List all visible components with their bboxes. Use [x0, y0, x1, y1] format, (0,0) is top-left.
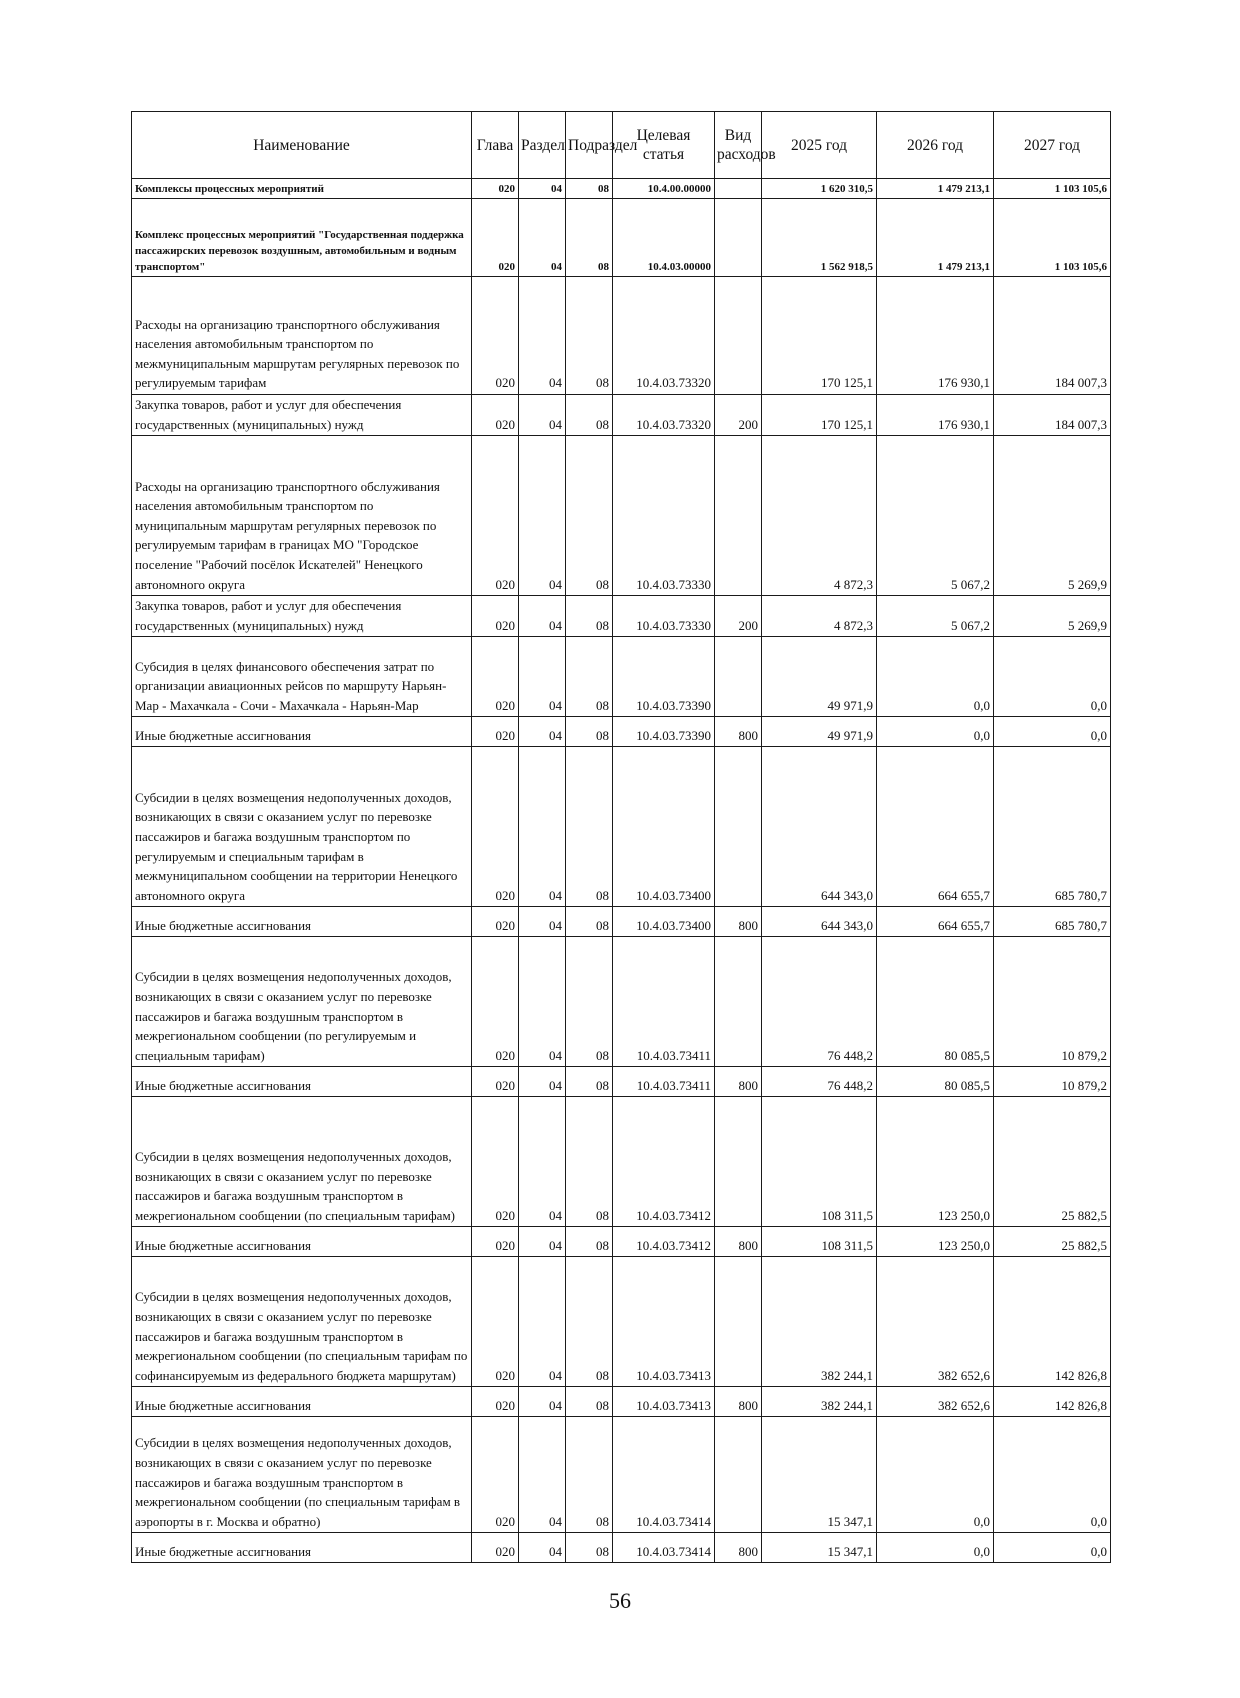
- row-expense-type: [715, 277, 762, 395]
- row-value-2027: 142 826,8: [994, 1387, 1111, 1417]
- row-podrazdel: 08: [566, 395, 613, 436]
- row-value-2027: 1 103 105,6: [994, 199, 1111, 277]
- row-glava: 020: [472, 1533, 519, 1563]
- row-podrazdel: 08: [566, 1097, 613, 1227]
- row-value-2026: 176 930,1: [877, 395, 994, 436]
- row-target-article: 10.4.03.73390: [613, 717, 715, 747]
- row-value-2027: 184 007,3: [994, 395, 1111, 436]
- row-podrazdel: 08: [566, 436, 613, 596]
- row-expense-type: 800: [715, 907, 762, 937]
- row-glava: 020: [472, 937, 519, 1067]
- row-podrazdel: 08: [566, 717, 613, 747]
- row-value-2025: 108 311,5: [762, 1227, 877, 1257]
- row-value-2025: 382 244,1: [762, 1387, 877, 1417]
- row-value-2026: 5 067,2: [877, 436, 994, 596]
- table-row: [132, 1097, 1111, 1227]
- row-value-2027: 0,0: [994, 1533, 1111, 1563]
- row-target-article: 10.4.03.73413: [613, 1387, 715, 1417]
- row-razdel: 04: [519, 436, 566, 596]
- row-value-2027: 142 826,8: [994, 1257, 1111, 1387]
- header-2027: 2027 год: [994, 112, 1111, 179]
- row-value-2026: 0,0: [877, 1417, 994, 1533]
- header-podrazdel: Подраздел: [566, 112, 613, 179]
- row-expense-type: [715, 1417, 762, 1533]
- row-value-2025: 49 971,9: [762, 637, 877, 717]
- row-target-article: 10.4.03.73413: [613, 1257, 715, 1387]
- row-razdel: 04: [519, 179, 566, 199]
- row-expense-type: 800: [715, 1533, 762, 1563]
- row-name: Субсидии в целях возмещения недополученных доходов, возникающих в связи с оказанием услуг по перевозке пассажиров и багажа воздушным транспортом в межрегиональном сообщении (по специальным тарифам в аэропорты в г. Москва и обратно): [132, 1417, 472, 1533]
- row-value-2025: 49 971,9: [762, 717, 877, 747]
- row-target-article: 10.4.00.00000: [613, 179, 715, 199]
- row-glava: 020: [472, 1067, 519, 1097]
- row-value-2026: 123 250,0: [877, 1097, 994, 1227]
- row-expense-type: 800: [715, 1227, 762, 1257]
- row-value-2026: 664 655,7: [877, 907, 994, 937]
- row-target-article: 10.4.03.73400: [613, 747, 715, 907]
- row-name: Иные бюджетные ассигнования: [132, 907, 472, 937]
- row-podrazdel: 08: [566, 747, 613, 907]
- table-row: [132, 596, 1111, 637]
- row-value-2025: 76 448,2: [762, 1067, 877, 1097]
- row-expense-type: [715, 179, 762, 199]
- header-target: Целевая статья: [613, 112, 715, 179]
- row-razdel: 04: [519, 747, 566, 907]
- row-razdel: 04: [519, 199, 566, 277]
- row-value-2025: 108 311,5: [762, 1097, 877, 1227]
- row-glava: 020: [472, 1257, 519, 1387]
- row-value-2027: 184 007,3: [994, 277, 1111, 395]
- row-value-2025: 4 872,3: [762, 436, 877, 596]
- row-razdel: 04: [519, 1387, 566, 1417]
- row-value-2026: 0,0: [877, 717, 994, 747]
- row-value-2026: 5 067,2: [877, 596, 994, 637]
- row-value-2027: 10 879,2: [994, 1067, 1111, 1097]
- row-razdel: 04: [519, 596, 566, 637]
- header-2026: 2026 год: [877, 112, 994, 179]
- row-name: Расходы на организацию транспортного обслуживания населения автомобильным транспортом по межмуниципальным маршрутам регулярных перевозок по регулируемым тарифам: [132, 277, 472, 395]
- header-2025: 2025 год: [762, 112, 877, 179]
- row-glava: 020: [472, 199, 519, 277]
- row-razdel: 04: [519, 907, 566, 937]
- row-glava: 020: [472, 1097, 519, 1227]
- row-value-2026: 80 085,5: [877, 1067, 994, 1097]
- row-target-article: 10.4.03.73330: [613, 596, 715, 637]
- row-value-2027: 1 103 105,6: [994, 179, 1111, 199]
- row-target-article: 10.4.03.00000: [613, 199, 715, 277]
- table-row: [132, 199, 1111, 277]
- row-expense-type: [715, 637, 762, 717]
- row-name: Иные бюджетные ассигнования: [132, 1387, 472, 1417]
- row-target-article: 10.4.03.73412: [613, 1097, 715, 1227]
- row-value-2027: 10 879,2: [994, 937, 1111, 1067]
- table-row: [132, 1533, 1111, 1563]
- row-razdel: 04: [519, 1533, 566, 1563]
- row-name: Закупка товаров, работ и услуг для обеспечения государственных (муниципальных) нужд: [132, 395, 472, 436]
- row-podrazdel: 08: [566, 1227, 613, 1257]
- row-glava: 020: [472, 717, 519, 747]
- row-podrazdel: 08: [566, 596, 613, 637]
- row-name: Закупка товаров, работ и услуг для обеспечения государственных (муниципальных) нужд: [132, 596, 472, 637]
- row-razdel: 04: [519, 1067, 566, 1097]
- row-glava: 020: [472, 1387, 519, 1417]
- row-podrazdel: 08: [566, 179, 613, 199]
- row-podrazdel: 08: [566, 907, 613, 937]
- page-number: 56: [609, 1588, 631, 1613]
- row-target-article: 10.4.03.73414: [613, 1533, 715, 1563]
- row-name: Субсидии в целях возмещения недополученных доходов, возникающих в связи с оказанием услуг по перевозке пассажиров и багажа воздушным транспортом в межрегиональном сообщении (по специальным тарифам по софинансируемым из федерального бюджета маршрутам): [132, 1257, 472, 1387]
- row-value-2027: 0,0: [994, 1417, 1111, 1533]
- row-glava: 020: [472, 395, 519, 436]
- row-name: Иные бюджетные ассигнования: [132, 717, 472, 747]
- row-podrazdel: 08: [566, 937, 613, 1067]
- row-target-article: 10.4.03.73330: [613, 436, 715, 596]
- header-razdel: Раздел: [519, 112, 566, 179]
- table-row: [132, 1067, 1111, 1097]
- row-value-2026: 123 250,0: [877, 1227, 994, 1257]
- row-name: Иные бюджетные ассигнования: [132, 1067, 472, 1097]
- row-expense-type: [715, 1257, 762, 1387]
- row-target-article: 10.4.03.73411: [613, 937, 715, 1067]
- row-value-2026: 0,0: [877, 637, 994, 717]
- row-value-2025: 1 620 310,5: [762, 179, 877, 199]
- table-row: [132, 395, 1111, 436]
- row-name: Субсидия в целях финансового обеспечения затрат по организации авиационных рейсов по маршруту Нарьян-Мар - Махачкала - Сочи - Махачкала - Нарьян-Мар: [132, 637, 472, 717]
- row-target-article: 10.4.03.73414: [613, 1417, 715, 1533]
- table-row: [132, 907, 1111, 937]
- row-razdel: 04: [519, 1417, 566, 1533]
- table-row: [132, 179, 1111, 199]
- row-expense-type: [715, 937, 762, 1067]
- row-value-2025: 4 872,3: [762, 596, 877, 637]
- row-value-2026: 0,0: [877, 1533, 994, 1563]
- row-expense-type: 200: [715, 596, 762, 637]
- table-row: [132, 937, 1111, 1067]
- row-name: Комплексы процессных мероприятий: [132, 179, 472, 199]
- row-value-2026: 382 652,6: [877, 1387, 994, 1417]
- row-glava: 020: [472, 747, 519, 907]
- row-target-article: 10.4.03.73412: [613, 1227, 715, 1257]
- table-row: [132, 1417, 1111, 1533]
- row-razdel: 04: [519, 637, 566, 717]
- row-target-article: 10.4.03.73320: [613, 395, 715, 436]
- row-razdel: 04: [519, 1227, 566, 1257]
- row-glava: 020: [472, 436, 519, 596]
- row-podrazdel: 08: [566, 1417, 613, 1533]
- table-row: [132, 637, 1111, 717]
- row-value-2025: 1 562 918,5: [762, 199, 877, 277]
- row-value-2027: 685 780,7: [994, 747, 1111, 907]
- row-value-2027: 25 882,5: [994, 1227, 1111, 1257]
- row-podrazdel: 08: [566, 1533, 613, 1563]
- row-value-2026: 80 085,5: [877, 937, 994, 1067]
- row-glava: 020: [472, 179, 519, 199]
- row-glava: 020: [472, 637, 519, 717]
- table-row: [132, 436, 1111, 596]
- row-razdel: 04: [519, 717, 566, 747]
- row-razdel: 04: [519, 1257, 566, 1387]
- row-podrazdel: 08: [566, 199, 613, 277]
- row-glava: 020: [472, 1417, 519, 1533]
- table-row: [132, 1227, 1111, 1257]
- row-value-2026: 382 652,6: [877, 1257, 994, 1387]
- row-expense-type: [715, 1097, 762, 1227]
- row-expense-type: 800: [715, 1067, 762, 1097]
- row-podrazdel: 08: [566, 1067, 613, 1097]
- row-expense-type: 200: [715, 395, 762, 436]
- row-glava: 020: [472, 907, 519, 937]
- row-value-2026: 1 479 213,1: [877, 179, 994, 199]
- row-name: Субсидии в целях возмещения недополученных доходов, возникающих в связи с оказанием услуг по перевозке пассажиров и багажа воздушным транспортом в межрегиональном сообщении (по регулируемым и специальным тарифам): [132, 937, 472, 1067]
- row-razdel: 04: [519, 395, 566, 436]
- row-target-article: 10.4.03.73390: [613, 637, 715, 717]
- row-value-2026: 176 930,1: [877, 277, 994, 395]
- row-target-article: 10.4.03.73320: [613, 277, 715, 395]
- table-row: [132, 1257, 1111, 1387]
- row-expense-type: [715, 199, 762, 277]
- table-row: [132, 1387, 1111, 1417]
- row-value-2027: 5 269,9: [994, 596, 1111, 637]
- row-value-2027: 25 882,5: [994, 1097, 1111, 1227]
- row-value-2027: 5 269,9: [994, 436, 1111, 596]
- header-glava: Глава: [472, 112, 519, 179]
- table-row: [132, 717, 1111, 747]
- row-glava: 020: [472, 1227, 519, 1257]
- row-expense-type: 800: [715, 1387, 762, 1417]
- row-value-2025: 382 244,1: [762, 1257, 877, 1387]
- table-row: [132, 277, 1111, 395]
- budget-table: [131, 111, 1111, 1563]
- row-name: Субсидии в целях возмещения недополученных доходов, возникающих в связи с оказанием услуг по перевозке пассажиров и багажа воздушным транспортом по регулируемым и специальным тарифам в межмуниципальном сообщении на территории Ненецкого автономного округа: [132, 747, 472, 907]
- row-podrazdel: 08: [566, 637, 613, 717]
- row-value-2025: 15 347,1: [762, 1417, 877, 1533]
- row-glava: 020: [472, 277, 519, 395]
- row-value-2025: 170 125,1: [762, 277, 877, 395]
- row-podrazdel: 08: [566, 1257, 613, 1387]
- row-name: Комплекс процессных мероприятий "Государственная поддержка пассажирских перевозок воздушным, автомобильным и водным транспортом": [132, 199, 472, 277]
- row-name: Иные бюджетные ассигнования: [132, 1533, 472, 1563]
- row-value-2025: 644 343,0: [762, 747, 877, 907]
- row-target-article: 10.4.03.73411: [613, 1067, 715, 1097]
- row-name: Иные бюджетные ассигнования: [132, 1227, 472, 1257]
- header-vid: Вид расходов: [715, 112, 762, 179]
- row-value-2026: 664 655,7: [877, 747, 994, 907]
- row-value-2027: 685 780,7: [994, 907, 1111, 937]
- row-razdel: 04: [519, 277, 566, 395]
- row-glava: 020: [472, 596, 519, 637]
- row-value-2026: 1 479 213,1: [877, 199, 994, 277]
- header-name: Наименование: [132, 112, 472, 179]
- row-razdel: 04: [519, 937, 566, 1067]
- row-razdel: 04: [519, 1097, 566, 1227]
- row-value-2025: 644 343,0: [762, 907, 877, 937]
- row-value-2027: 0,0: [994, 717, 1111, 747]
- row-expense-type: [715, 436, 762, 596]
- row-value-2025: 15 347,1: [762, 1533, 877, 1563]
- row-value-2027: 0,0: [994, 637, 1111, 717]
- row-expense-type: 800: [715, 717, 762, 747]
- row-name: Расходы на организацию транспортного обслуживания населения автомобильным транспортом по муниципальным маршрутам регулярных перевозок по регулируемым тарифам в границах МО "Городское поселение "Рабочий посёлок Искателей" Ненецкого автономного округа: [132, 436, 472, 596]
- table-row: [132, 747, 1111, 907]
- row-target-article: 10.4.03.73400: [613, 907, 715, 937]
- row-value-2025: 76 448,2: [762, 937, 877, 1067]
- row-expense-type: [715, 747, 762, 907]
- row-podrazdel: 08: [566, 1387, 613, 1417]
- row-podrazdel: 08: [566, 277, 613, 395]
- row-value-2025: 170 125,1: [762, 395, 877, 436]
- row-name: Субсидии в целях возмещения недополученных доходов, возникающих в связи с оказанием услуг по перевозке пассажиров и багажа воздушным транспортом в межрегиональном сообщении (по специальным тарифам): [132, 1097, 472, 1227]
- table-header-row: [132, 112, 1111, 179]
